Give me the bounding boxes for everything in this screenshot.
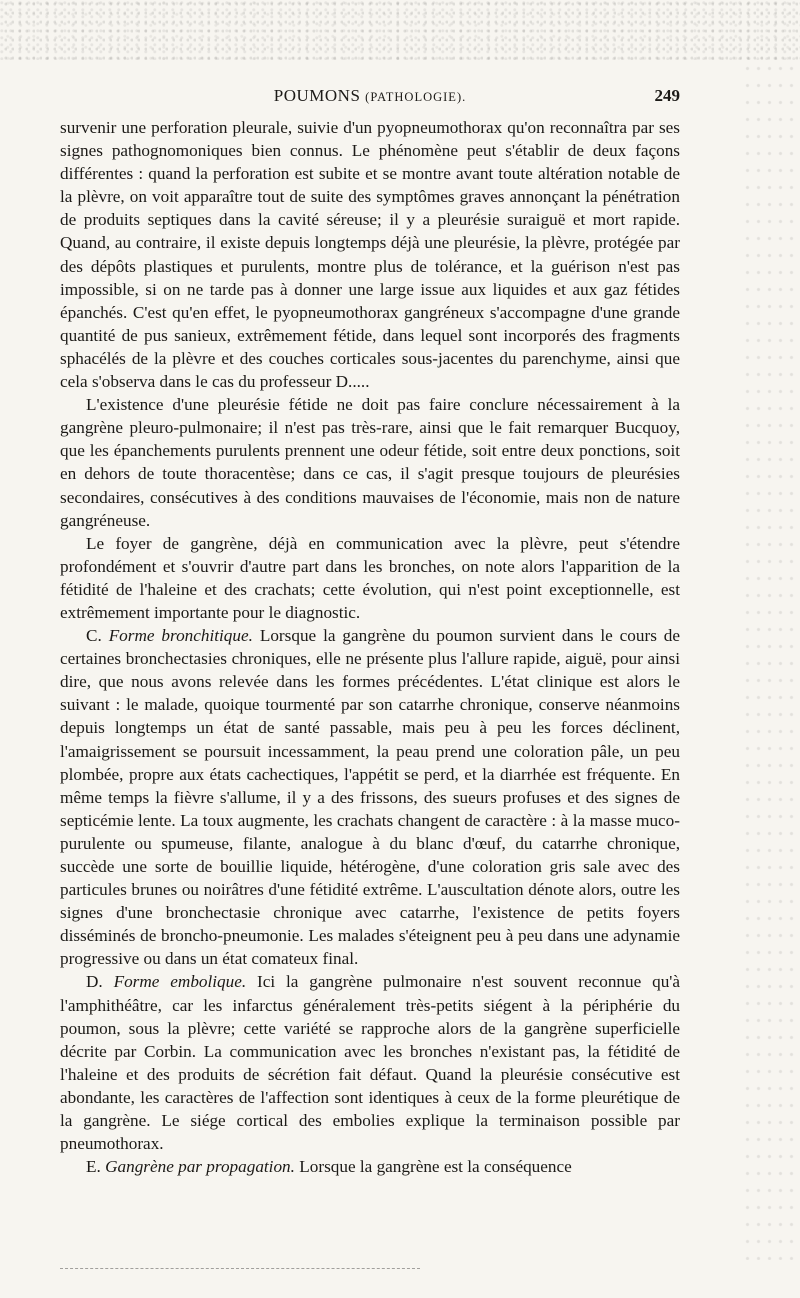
section-c-title: Forme bronchitique. [108, 626, 253, 646]
section-c-label: C. [86, 626, 102, 646]
section-d-label: D. [86, 972, 103, 992]
section-d [60, 970, 680, 1155]
running-title: POUMONS [273, 86, 361, 105]
page-number: 249 [654, 86, 680, 105]
section-e [60, 1155, 680, 1178]
paragraph-continuation: survenir une perforation pleurale, suivie d'un pyopneumothorax qu'on reconnaîtra par ses signes pathognomoniques bien connus. Le phénomène peut s'établir de deux façons différentes : quand la perforation est subite et se montre avant toute altération notable de la plèvre, on voit apparaître tout de suite des symptômes graves annonçant la pénétration de produits septiques dans la cavité séreuse; il y a pleurésie suraiguë et mort rapide. Quand, au contraire, il existe depuis longtemps déjà une pleurésie, la plèvre, protégée par des dépôts plastiques et purulents, montre plus de tolérance, et la guérison n'est pas impossible, si on ne tarde pas à donner une large issue aux liquides et aux gaz fétides épanchés. C'est qu'en effet, le pyopneumothorax gangréneux s'accompagne d'une grande quantité de pus sanieux, extrêmement fétide, dans lequel sont incorporés des fragments sphacélés de la plèvre et des couches corticales sous-jacentes du parenchyme, ainsi que cela s'observa dans le cas du professeur D..... [60, 118, 680, 392]
section-d-title: Forme embolique. [113, 972, 247, 992]
footer-rule [60, 1268, 420, 1269]
running-head [60, 86, 680, 106]
section-d-text: Ici la gangrène pulmonaire n'est souvent reconnue qu'à l'amphithéâtre, car les infarctus généralement très-petits siégent à la périphérie du poumon, sous la plèvre; cette variété se rapproche alors de la gangrène superficielle décrite par Corbin. La communication avec les bronches n'existant pas, la fétidité de l'haleine et des produits de sécrétion fait défaut. Quand la pleurésie consécutive est abondante, les caractères de l'affection sont identiques à ceux de la forme pleurétique de la gangrène. Le siége cortical des embolies explique la terminaison possible par pneumothorax. [60, 972, 681, 1154]
paragraph-pleuresie-fetide: L'existence d'une pleurésie fétide ne doit pas faire conclure nécessairement à la gangrène pleuro-pulmonaire; il n'est pas très-rare, ainsi que le fait remarquer Bucquoy, que les épanchements purulents prennent une odeur fétide, soit entre deux ponctions, soit en dehors de toute thoracentèse; dans ce cas, il s'agit presque toujours de pleurésies secondaires, consécutives à des conditions mauvaises de l'économie, mais non de nature gangréneuse. [60, 395, 680, 530]
scan-noise-margin [742, 60, 800, 1260]
paragraph-foyer-gangrene: Le foyer de gangrène, déjà en communication avec la plèvre, peut s'étendre profondément et s'ouvrir d'autre part dans les bronches, on note alors l'apparition de la fétidité de l'haleine et des crachats; cette évolution, qui n'est point exceptionnelle, est extrêmement importante pour le diagnostic. [60, 533, 680, 622]
section-e-label: E. [86, 1157, 101, 1177]
section-c [60, 624, 680, 970]
body-text [60, 116, 680, 1178]
page-header [60, 86, 680, 110]
section-c-text: Lorsque la gangrène du poumon survient dans le cours de certaines bronchectasies chroniques, elle ne présente plus l'allure rapide, aiguë, pour ainsi dire, que nous avons relevée dans les formes précédentes. L'état clinique est alors le suivant : le malade, quoique tourmenté par son catarrhe chronique, conserve néanmoins depuis longtemps un état de santé passable, mais peu à peu les forces déclinent, l'amaigrissement se poursuit incessamment, la peau prend une coloration pâle, un peu plombée, propre aux états cachectiques, l'appétit se perd, et la diarrhée est fréquente. En même temps la fièvre s'allume, il y a des frissons, des sueurs profuses et des signes de septicémie lente. La toux augmente, les crachats changent de caractère : à la masse muco-purulente ou spumeuse, filante, analogue à du blanc d'œuf, du catarrhe chronique, succède une sorte de bouillie liquide, hétérogène, d'une coloration gris sale avec des particules brunes ou noirâtres d'une fétidité extrême. L'auscultation dénote alors, outre les signes d'une bronchectasie chronique avec catarrhe, l'existence de petits foyers disséminés de broncho-pneumonie. Les malades s'éteignent peu à peu dans une adynamie progressive ou dans un état comateux final. [60, 626, 681, 969]
section-e-title: Gangrène par propagation. [105, 1157, 295, 1177]
section-e-text: Lorsque la gangrène est la conséquence [299, 1157, 572, 1177]
running-subtitle: (PATHOLOGIE). [365, 90, 467, 104]
scan-noise-top [0, 0, 800, 60]
